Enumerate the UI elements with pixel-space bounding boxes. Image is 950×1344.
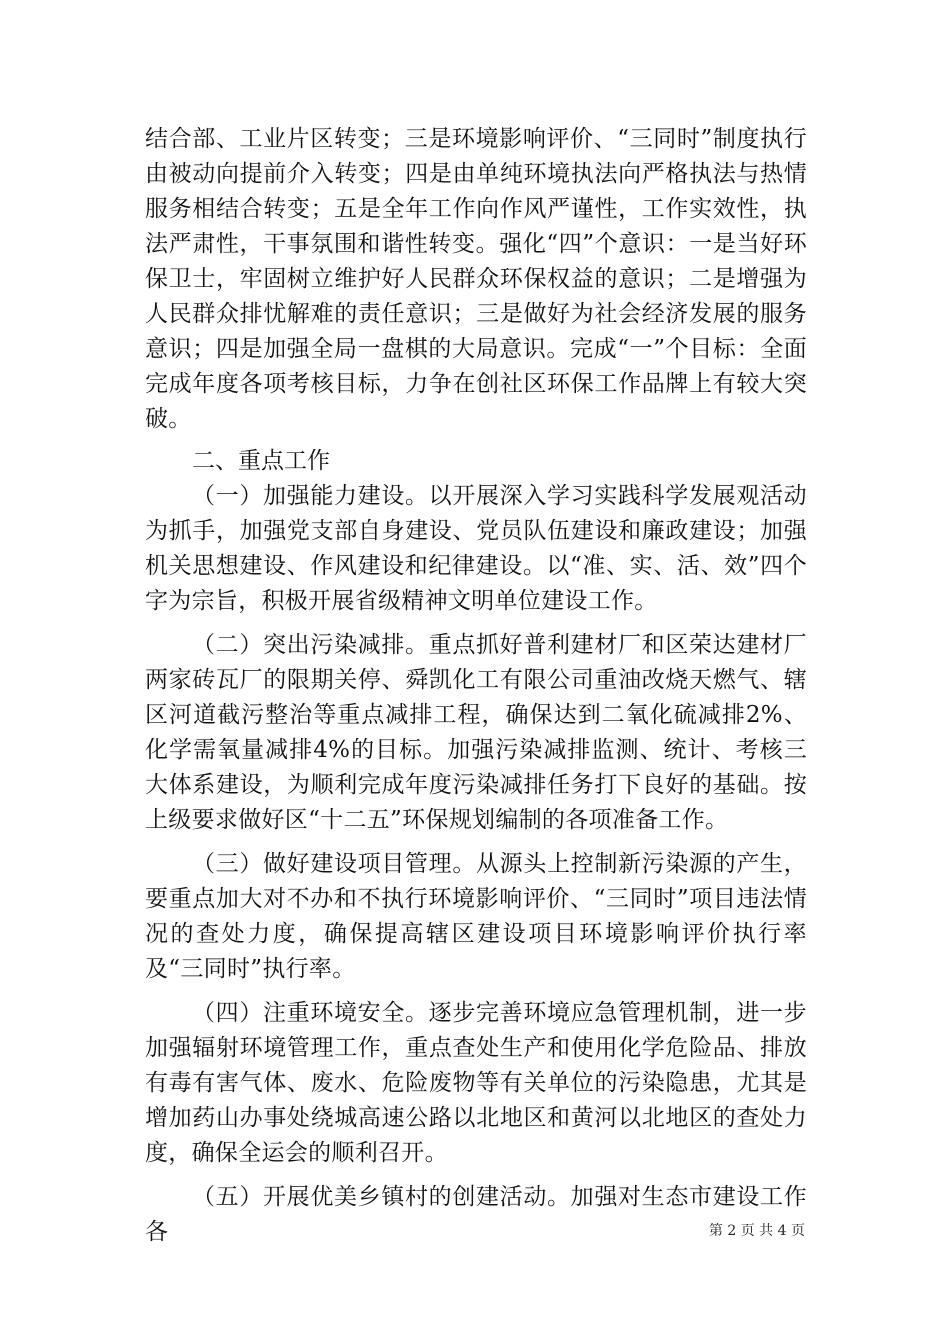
paragraph-item-3: （三）做好建设项目管理。从源头上控制新污染源的产生，要重点加大对不办和不执行环境影响评价、“三同时”项目违法情况的查处力度，确保提高辖区建设项目环境影响评价执行率及“三同时”执行率。 [145,851,807,982]
paragraph-item-1: （一）加强能力建设。以开展深入学习实践科学发展观活动为抓手，加强党支部自身建设、党员队伍建设和廉政建设；加强机关思想建设、作风建设和纪律建设。以“准、实、活、效”四个字为宗旨，积极开展省级精神文明单位建设工作。 [145,483,807,614]
paragraph-continuation: 结合部、工业片区转变；三是环境影响评价、“三同时”制度执行由被动向提前介入转变；四是由单纯环境执法向严格执法与热情服务相结合转变；五是全年工作向作风严谨性，工作实效性，执法严肃性，干事氛围和谐性转变。强化“四”个意识：一是当好环保卫士，牢固树立维护好人民群众环保权益的意识；二是增强为人民群众排忧解难的责任意识；三是做好为社会经济发展的服务意识；四是加强全局一盘棋的大局意识。完成“一”个目标：全面完成年度各项考核目标，力争在创社区环保工作品牌上有较大突破。 [145,126,807,432]
paragraph-item-2: （二）突出污染减排。重点抓好普利建材厂和区荣达建材厂两家砖瓦厂的限期关停、舜凯化工有限公司重油改烧天燃气、辖区河道截污整治等重点减排工程，确保达到二氧化硫减排2%、化学需氧量减排4%的目标。加强污染减排监测、统计、考核三大体系建设，为顺利完成年度污染减排任务打下良好的基础。按上级要求做好区“十二五”环保规划编制的各项准备工作。 [145,632,807,833]
document-body [145,122,807,1250]
section-heading: 二、重点工作 [192,448,330,474]
paragraph-item-5: （五）开展优美乡镇村的创建活动。加强对生态市建设工作各 [145,1184,807,1245]
page-number-footer: 第 2 页 共 4 页 [708,1223,805,1239]
paragraph-item-4: （四）注重环境安全。逐步完善环境应急管理机制，进一步加强辐射环境管理工作，重点查处生产和使用化学危险品、排放有毒有害气体、废水、危险废物等有关单位的污染隐患，尤其是增加药山办事处绕城高速公路以北地区和黄河以北地区的查处力度，确保全运会的顺利召开。 [145,1000,807,1166]
